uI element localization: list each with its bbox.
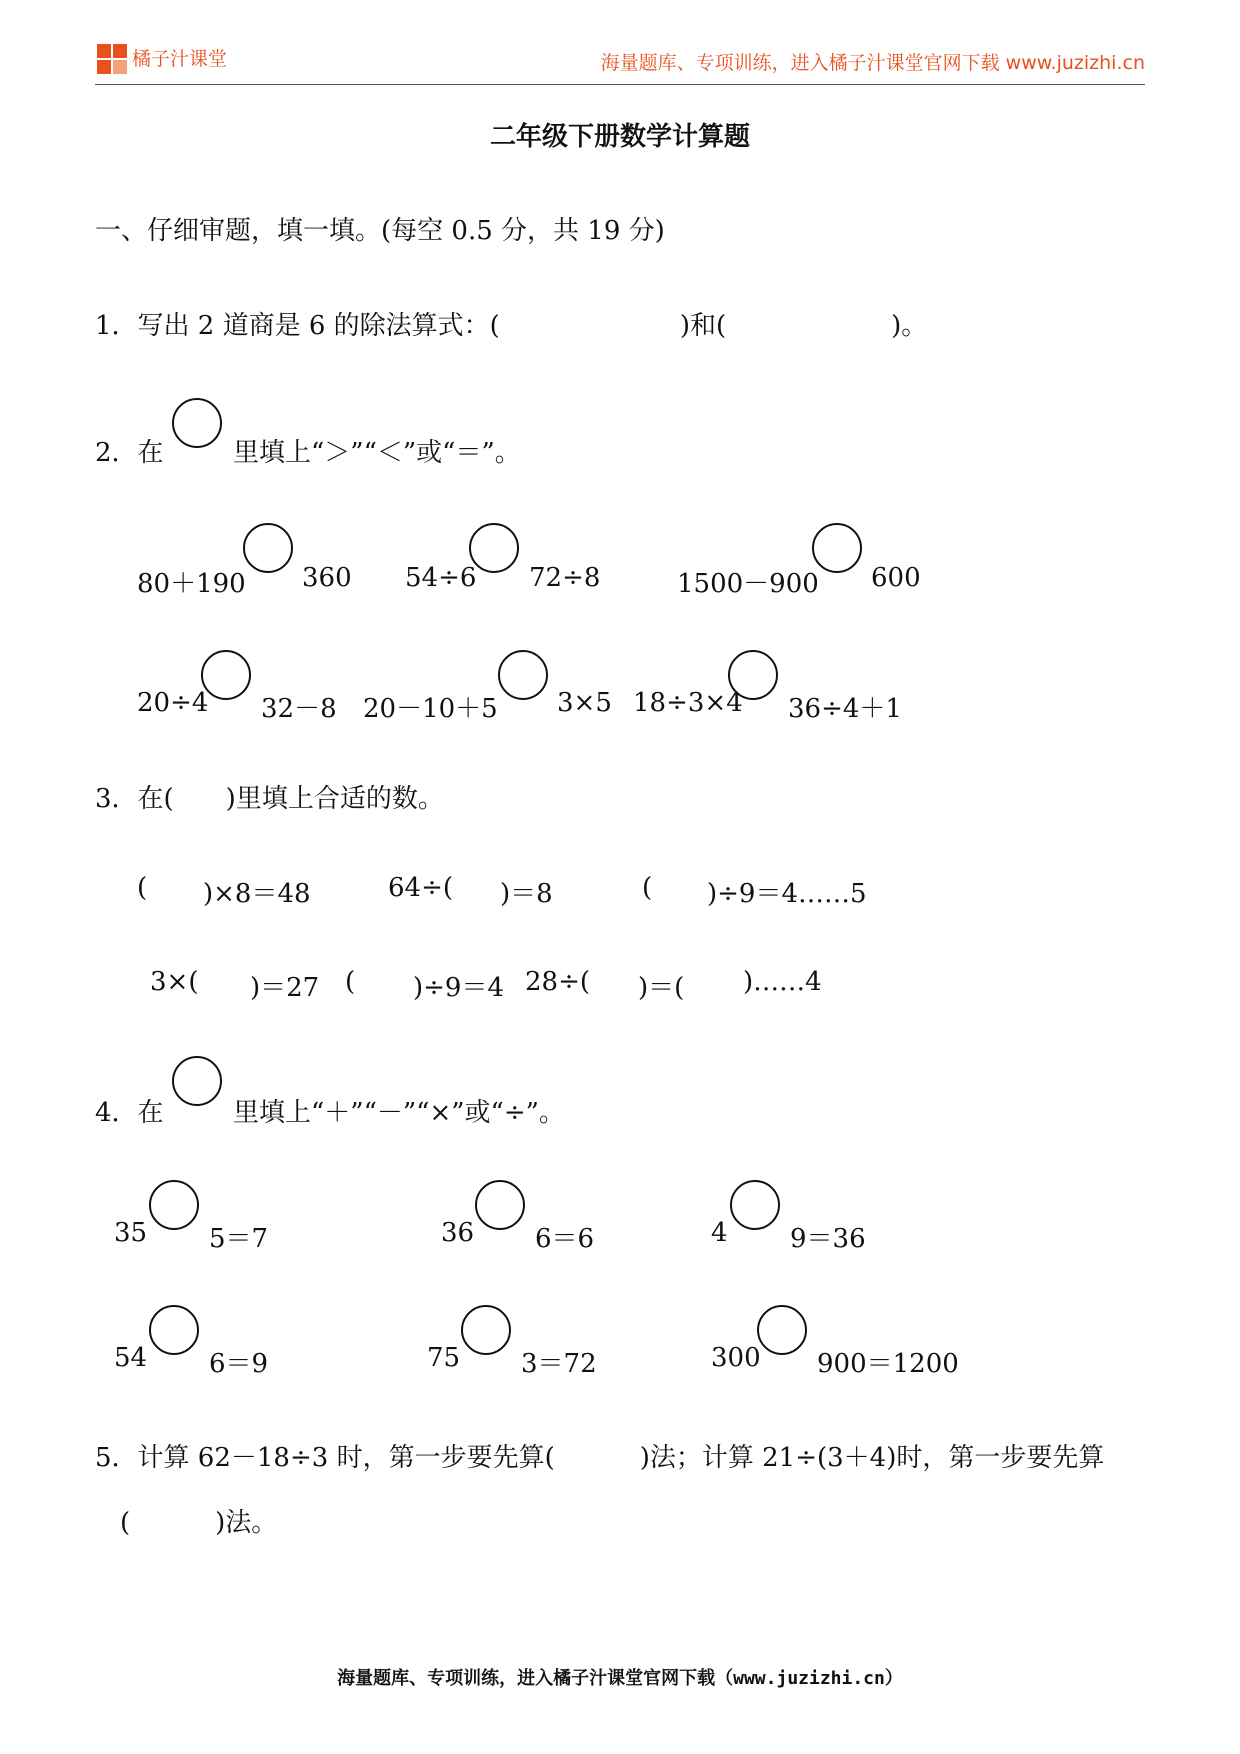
expr: 20－10＋5 — [363, 694, 498, 724]
expr: 35 — [114, 1218, 148, 1248]
expr: 900＝1200 — [817, 1349, 959, 1379]
q2-prefix: 2．在 — [95, 438, 164, 468]
expr: 36÷4＋1 — [788, 694, 902, 724]
expr: ( — [642, 873, 653, 903]
expr: ( — [137, 873, 148, 903]
expr: ( — [345, 967, 356, 997]
answer-circle[interactable] — [469, 523, 519, 573]
q5-text: )法。 — [215, 1508, 278, 1538]
q5-text: 5．计算 62－18÷3 时，第一步要先算( — [95, 1443, 555, 1473]
q2-instruction: 里填上“＞”“＜”或“＝”。 — [233, 438, 521, 468]
question-5 — [95, 1437, 1104, 1474]
answer-circle[interactable] — [812, 523, 862, 573]
expr: 54÷6 — [405, 563, 477, 593]
question-5-cont — [120, 1502, 277, 1539]
expr: 1500－900 — [677, 569, 819, 599]
expr: )÷9＝4……5 — [707, 879, 867, 909]
expr: )÷9＝4 — [413, 973, 505, 1003]
expr: 300 — [711, 1343, 761, 1373]
expr: 20÷4 — [137, 688, 209, 718]
expr: 72÷8 — [529, 563, 601, 593]
answer-circle[interactable] — [243, 523, 293, 573]
expr: )＝27 — [250, 973, 320, 1003]
answer-circle[interactable] — [201, 650, 251, 700]
q1-text: )和( — [679, 311, 727, 341]
expr: 3×( — [150, 967, 199, 997]
expr: 75 — [427, 1343, 461, 1373]
q3-instruction: 3．在( )里填上合适的数。 — [95, 784, 444, 814]
brand-name: 橘子汁课堂 — [132, 48, 228, 70]
expr: 32－8 — [261, 694, 337, 724]
header-divider — [95, 84, 1145, 85]
header-slogan: 海量题库、专项训练，进入橘子汁课堂官网下载 www.juzizhi.cn — [600, 52, 1145, 74]
brand-logo-icon — [97, 44, 129, 76]
q1-text: 1．写出 2 道商是 6 的除法算式：( — [95, 311, 500, 341]
section-heading: 一、仔细审题，填一填。(每空 0.5 分，共 19 分) — [95, 216, 665, 246]
answer-circle[interactable] — [149, 1305, 199, 1355]
question-1 — [95, 305, 927, 342]
page-footer: 海量题库、专项训练，进入橘子汁课堂官网下载（www.juzizhi.cn） — [337, 1668, 903, 1689]
answer-circle[interactable] — [461, 1305, 511, 1355]
answer-circle[interactable] — [757, 1305, 807, 1355]
compare-circle-icon — [172, 398, 222, 448]
expr: 3＝72 — [521, 1349, 597, 1379]
expr: 64÷( — [388, 873, 454, 903]
operator-circle-icon — [172, 1056, 222, 1106]
expr: 36 — [441, 1218, 475, 1248]
expr: 6＝9 — [209, 1349, 269, 1379]
expr: 5＝7 — [209, 1224, 269, 1254]
q4-instruction: 里填上“＋”“－”“×”或“÷”。 — [233, 1098, 565, 1128]
expr: )＝8 — [500, 879, 553, 909]
q5-text: ( — [120, 1508, 131, 1538]
expr: 360 — [302, 563, 352, 593]
answer-circle[interactable] — [730, 1180, 780, 1230]
expr: 6＝6 — [535, 1224, 595, 1254]
expr: 600 — [871, 563, 921, 593]
expr: 18÷3×4 — [633, 688, 743, 718]
answer-circle[interactable] — [149, 1180, 199, 1230]
answer-circle[interactable] — [475, 1180, 525, 1230]
expr: )……4 — [743, 967, 822, 997]
expr: )＝( — [638, 973, 685, 1003]
q5-text: )法；计算 21÷(3＋4)时，第一步要先算 — [639, 1443, 1105, 1473]
expr: 80＋190 — [137, 569, 246, 599]
answer-circle[interactable] — [728, 650, 778, 700]
expr: 54 — [114, 1343, 148, 1373]
page-title: 二年级下册数学计算题 — [489, 122, 750, 152]
answer-circle[interactable] — [498, 650, 548, 700]
q1-text: )。 — [891, 311, 928, 341]
expr: 9＝36 — [790, 1224, 866, 1254]
expr: )×8＝48 — [203, 879, 311, 909]
expr: 3×5 — [557, 688, 612, 718]
q4-prefix: 4．在 — [95, 1098, 164, 1128]
expr: 28÷( — [525, 967, 591, 997]
expr: 4 — [711, 1218, 728, 1248]
